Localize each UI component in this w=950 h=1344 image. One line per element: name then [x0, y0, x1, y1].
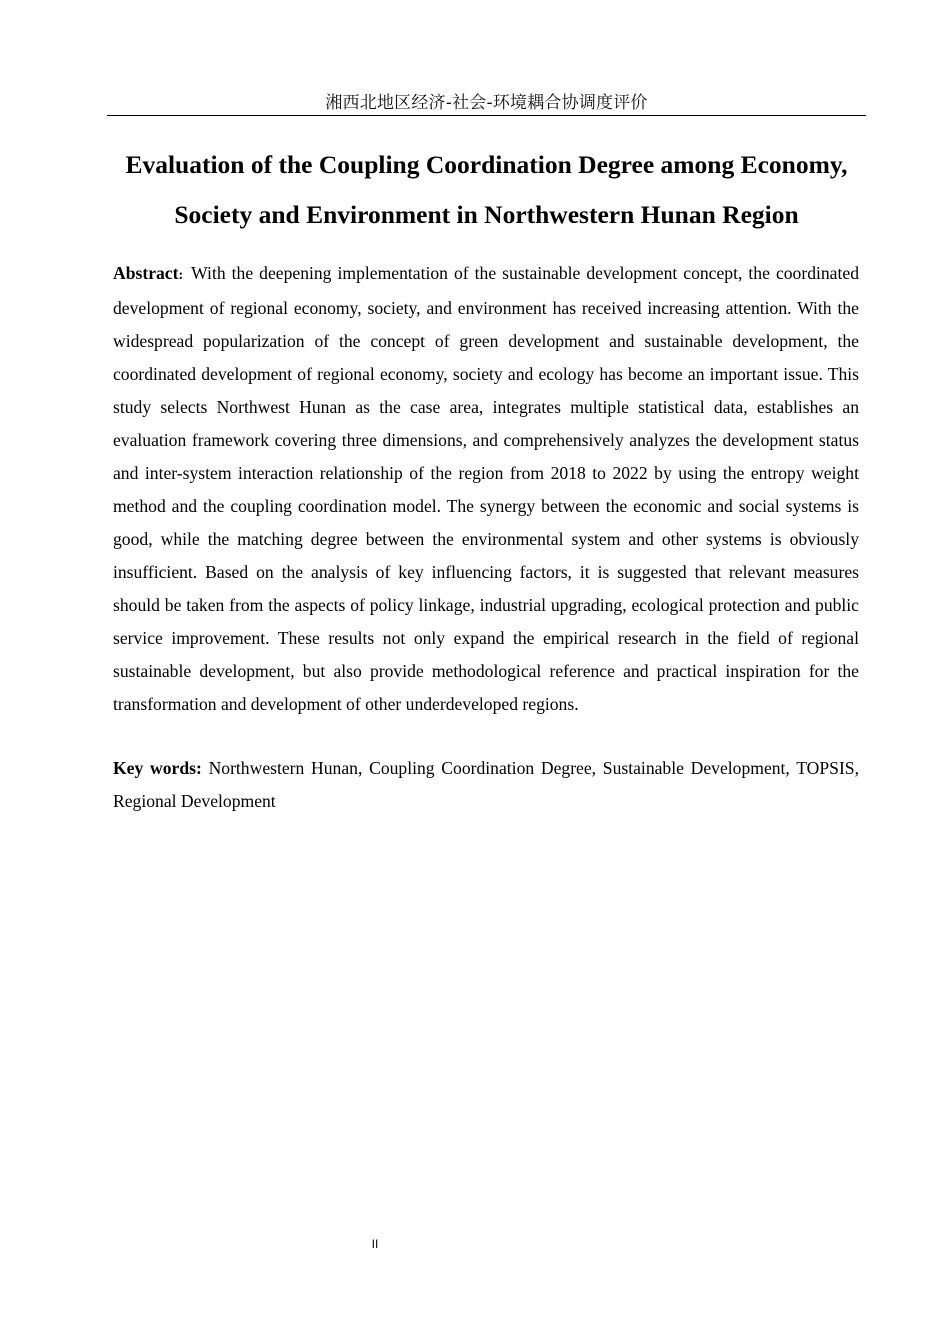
keywords-text: Northwestern Hunan, Coupling Coordination Degree, Sustainable Development, TOPSIS, Regional Development	[113, 758, 859, 811]
abstract-label: Abstract	[113, 263, 179, 283]
keywords-label: Key words:	[113, 758, 202, 778]
keywords-paragraph	[113, 752, 859, 818]
abstract-paragraph	[113, 257, 859, 721]
abstract-text: With the deepening implementation of the sustainable development concept, the coordinated development of regional economy, society, and environment has received increasing attention. With the widespread popularization of the concept of green development and sustainable development, the coordinated development of regional economy, society and ecology has become an important issue. This study selects Northwest Hunan as the case area, integrates multiple statistical data, establishes an evaluation framework covering three dimensions, and comprehensively analyzes the development status and inter-system interaction relationship of the region from 2018 to 2022 by using the entropy weight method and the coupling coordination model. The synergy between the economic and social systems is good, while the matching degree between the environmental system and other systems is obviously insufficient. Based on the analysis of key influencing factors, it is suggested that relevant measures should be taken from the aspects of policy linkage, industrial upgrading, ecological protection and public service improvement. These results not only expand the empirical research in the field of regional sustainable development, but also provide methodological reference and practical inspiration for the transformation and development of other underdeveloped regions.	[113, 263, 859, 714]
paper-title-line-1: Evaluation of the Coupling Coordination Degree among Economy,	[125, 150, 848, 179]
header-rule	[107, 115, 866, 116]
paper-title	[100, 140, 873, 240]
running-header: 湘西北地区经济-社会-环境耦合协调度评价	[325, 93, 648, 113]
page-number: II	[371, 1237, 379, 1251]
abstract-colon: :	[178, 268, 184, 283]
paper-title-line-2: Society and Environment in Northwestern Hunan Region	[174, 200, 799, 229]
